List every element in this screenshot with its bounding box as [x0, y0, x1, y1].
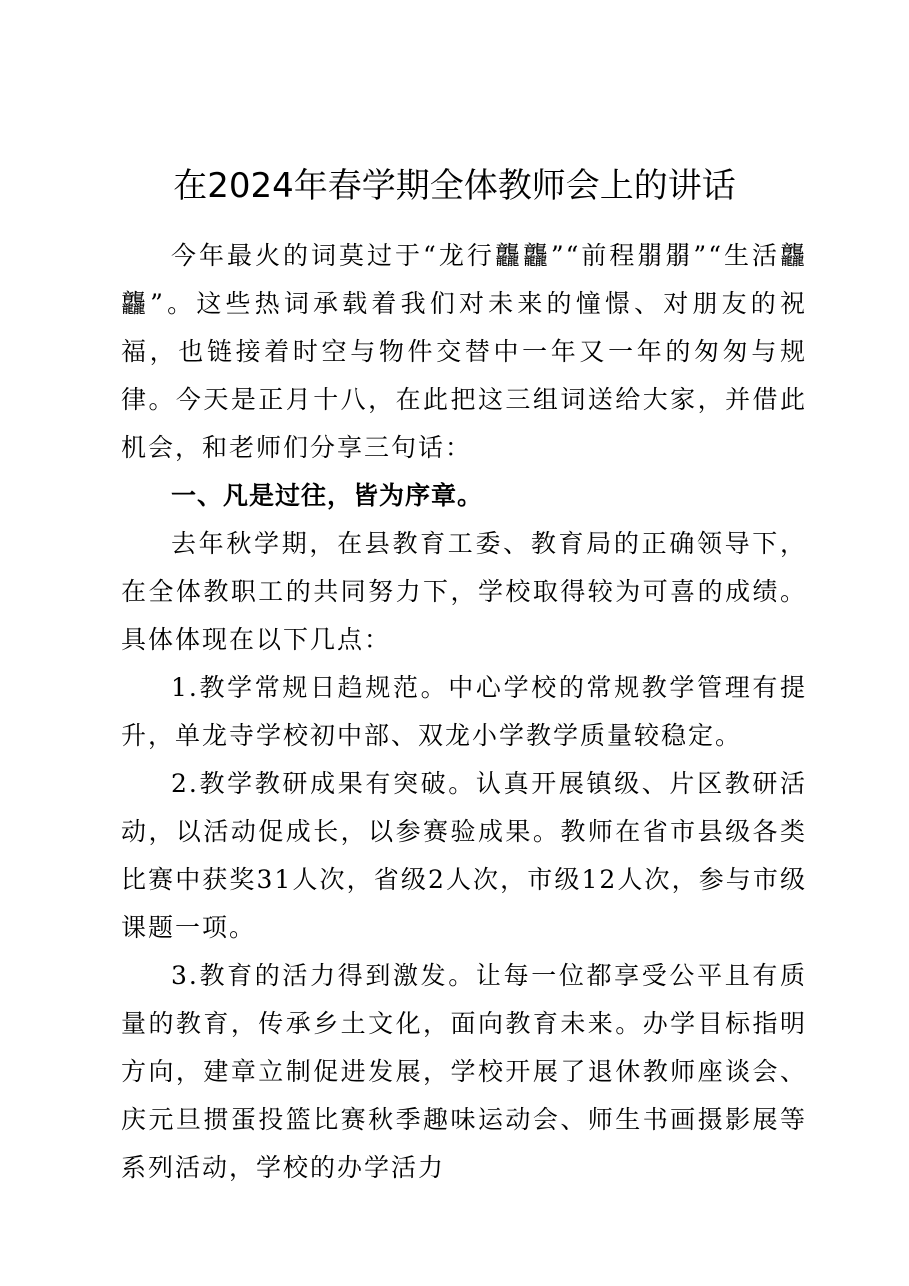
section-heading-1: 一、凡是过往，皆为序章。 [171, 481, 484, 510]
paragraph-point-3: 3.教育的活力得到激发。让每一位都享受公平且有质量的教育，传承乡土文化，面向教育未来。办学目标指明方向，建章立制促进发展，学校开展了退休教师座谈会、庆元旦掼蛋投篮比赛秋季趣味运动会、师生书画摄影展等系列活动，学校的办学活力 [121, 961, 807, 1182]
paragraph-point-2: 2.教学教研成果有突破。认真开展镇级、片区教研活动，以活动促成长，以参赛验成果。教师在省市县级各类比赛中获奖31人次，省级2人次，市级12人次，参与市级课题一项。 [121, 769, 807, 942]
paragraph-summary: 去年秋学期，在县教育工委、教育局的正确领导下，在全体教职工的共同努力下，学校取得较为可喜的成绩。具体体现在以下几点： [121, 529, 807, 654]
paragraph-intro: 今年最火的词莫过于“龙行龘龘”“前程朤朤”“生活龘龘”。这些热词承载着我们对未来的憧憬、对朋友的祝福，也链接着时空与物件交替中一年又一年的匆匆与规律。今天是正月十八，在此把这三组词送给大家，并借此机会，和老师们分享三句话： [121, 241, 807, 462]
document-title: 在2024年春学期全体教师会上的讲话 [173, 166, 736, 206]
document-body [121, 232, 807, 1192]
paragraph-point-1: 1.教学常规日趋规范。中心学校的常规教学管理有提升，单龙寺学校初中部、双龙小学教学质量较稳定。 [121, 673, 807, 750]
